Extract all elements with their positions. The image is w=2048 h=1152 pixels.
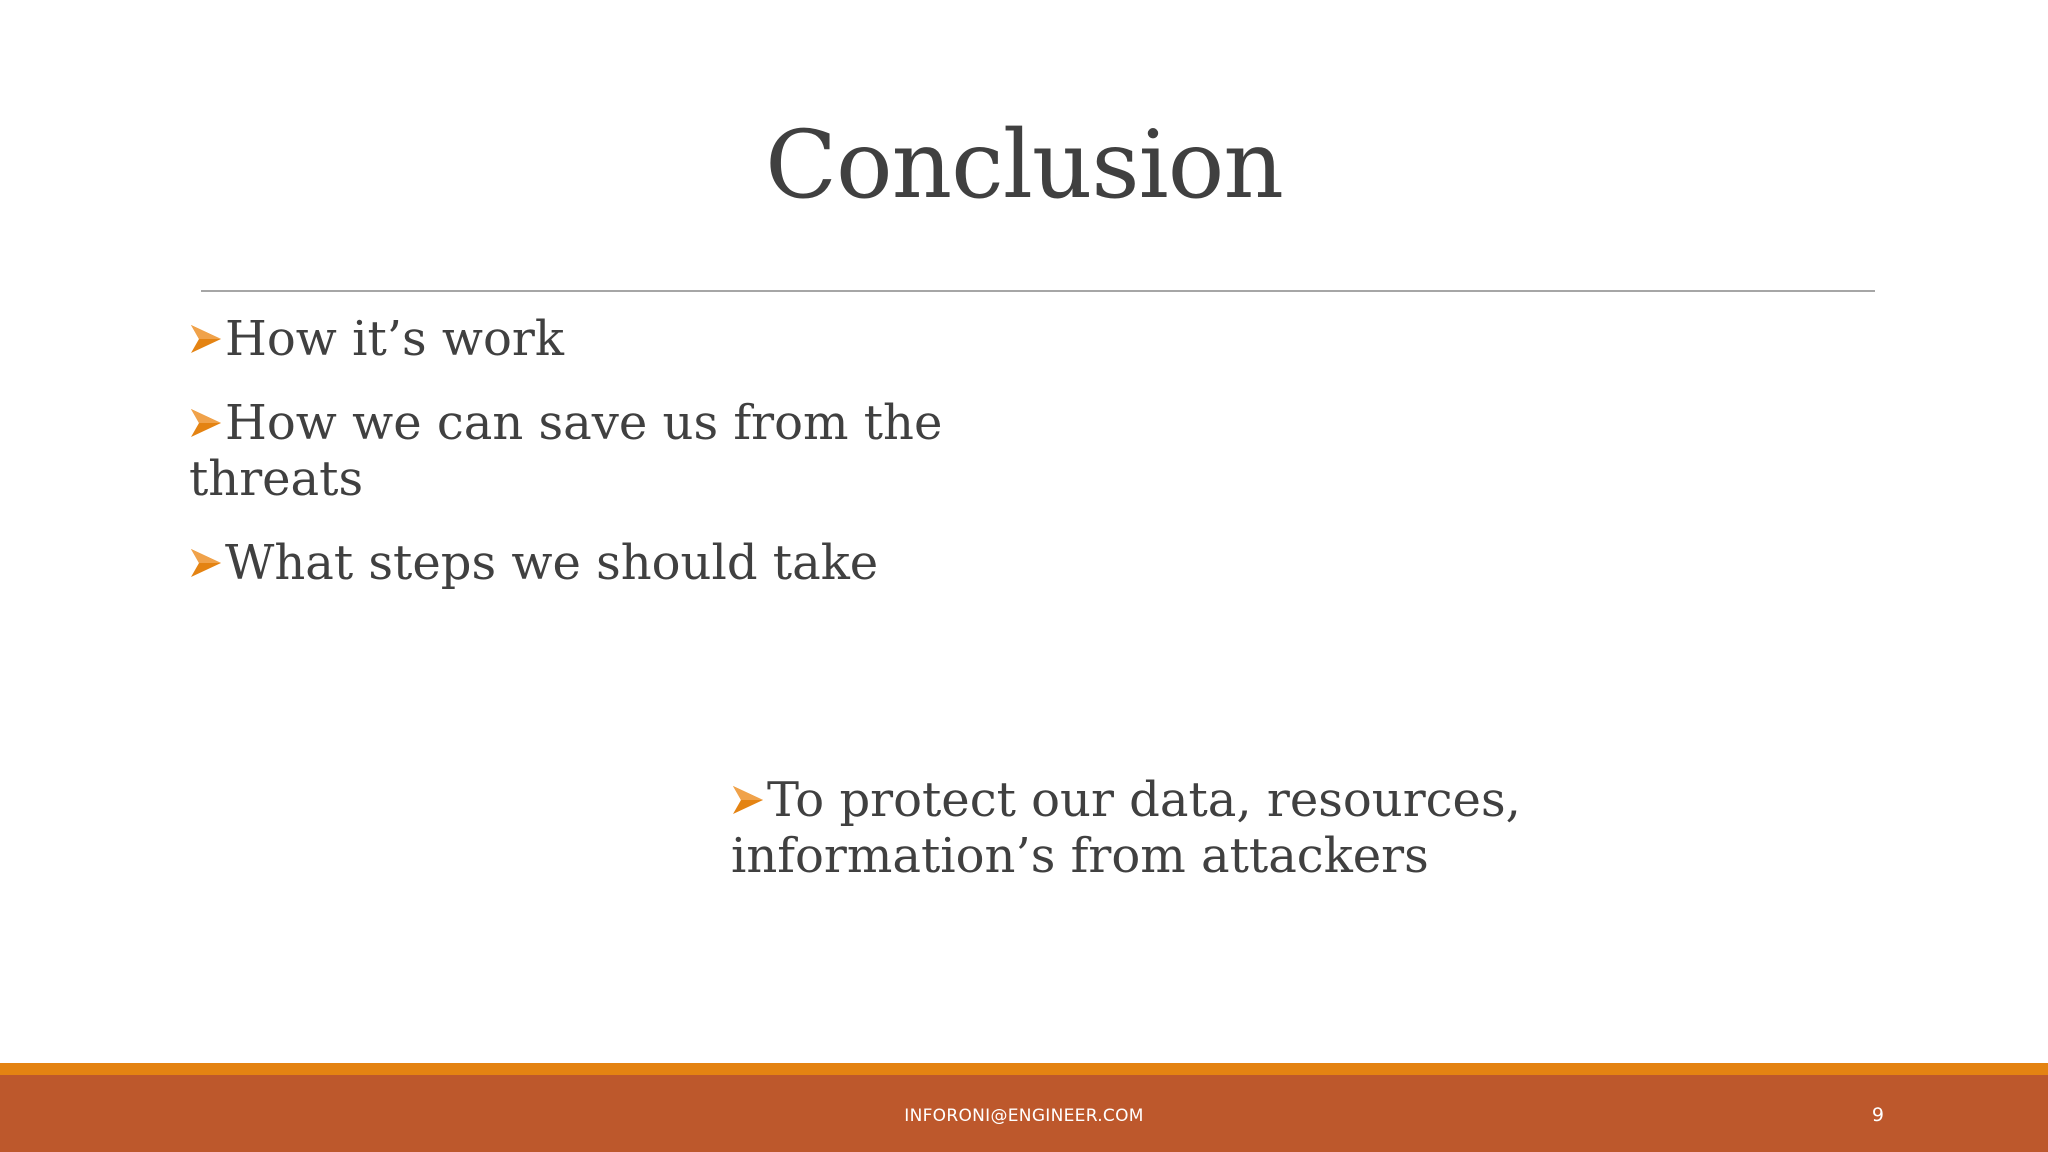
title-divider	[201, 290, 1875, 292]
bullet-item	[189, 311, 1049, 367]
arrow-bullet-icon	[189, 403, 223, 443]
secondary-bullet-list	[731, 772, 1631, 912]
footer-email: INFORONI@ENGINEER.COM	[904, 1106, 1144, 1126]
bullet-text: To protect our data, resources, information’s from attackers	[731, 772, 1521, 884]
bullet-text: What steps we should take	[225, 535, 879, 591]
bullet-text: How we can save us from the threats	[189, 395, 943, 507]
arrow-bullet-icon	[189, 543, 223, 583]
bullet-item	[189, 535, 1049, 591]
bullet-item	[731, 772, 1631, 884]
slide-title: Conclusion	[765, 111, 1283, 220]
bullet-text: How it’s work	[225, 311, 564, 367]
arrow-bullet-icon	[731, 780, 765, 820]
arrow-bullet-icon	[189, 319, 223, 359]
page-number: 9	[1871, 1104, 1884, 1126]
footer-accent-stripe	[0, 1063, 2048, 1075]
bullet-list	[189, 311, 1049, 619]
bullet-item	[189, 395, 1049, 507]
